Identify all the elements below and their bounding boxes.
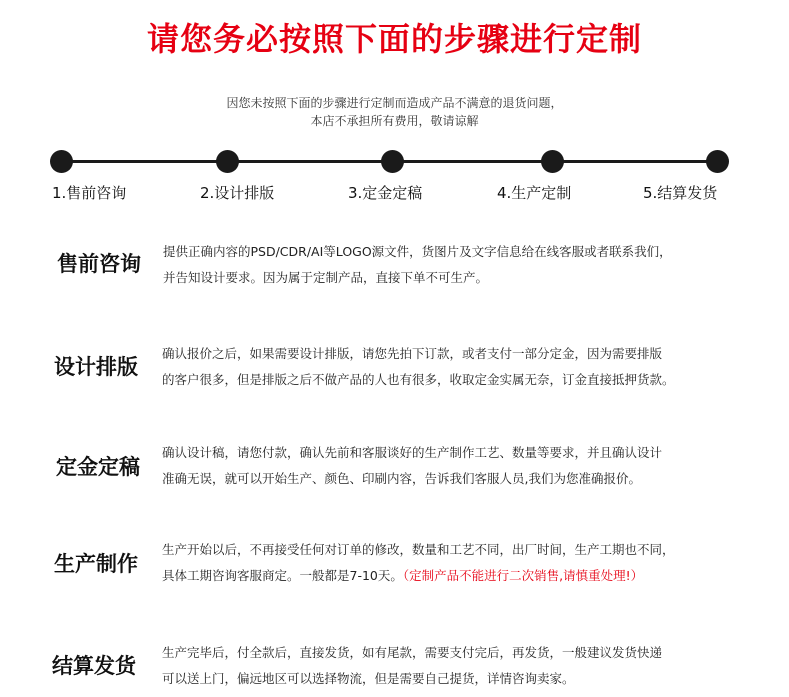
section-line-normal: 具体工期咨询客服商定。一般都是7-10天。 [162,568,403,583]
section-line: 准确无误，就可以开始生产、颜色、印刷内容，告诉我们客服人员,我们为您准确报价。 [162,471,641,486]
notice-line-2: 本店不承担所有费用，敬请谅解 [310,114,479,128]
step-label-4: 4.生产定制 [497,184,572,202]
section-text-settlement [162,640,662,692]
step-label-3: 3.定金定稿 [348,184,423,202]
section-title-settlement: 结算发货 [52,654,136,678]
timeline-dot-5 [706,150,729,173]
section-text-production [162,537,675,589]
section-line: 生产开始以后，不再接受任何对订单的修改，数量和工艺不同，出厂时间，生产工期也不同， [162,542,675,557]
section-title-deposit: 定金定稿 [56,455,140,479]
section-text-deposit [162,440,662,492]
timeline-dot-3 [381,150,404,173]
section-line [162,563,675,589]
section-title-presale: 售前咨询 [57,252,141,276]
section-line: 提供正确内容的PSD/CDR/AI等LOGO源文件，货图片及文字信息给在线客服或者联系我们， [163,244,672,259]
timeline-dot-2 [216,150,239,173]
section-text-design [162,341,675,393]
timeline-dot-4 [541,150,564,173]
page-title: 请您务必按照下面的步骤进行定制 [146,20,642,58]
step-label-1: 1.售前咨询 [52,184,127,202]
section-title-design: 设计排版 [54,355,138,379]
section-line: 的客户很多，但是排版之后不做产品的人也有很多，收取定金实属无奈，订金直接抵押货款。 [162,372,675,387]
section-line: 确认报价之后，如果需要设计排版，请您先拍下订款，或者支付一部分定金，因为需要排版 [162,346,663,361]
notice-line-1: 因您未按照下面的步骤进行定制而造成产品不满意的退货问题， [226,96,563,110]
section-line: 生产完毕后，付全款后，直接发货，如有尾款，需要支付完后，再发货，一般建议发货快递 [162,645,663,660]
notice-text [0,94,789,130]
section-text-presale [163,239,672,291]
warning-text: （定制产品不能进行二次销售,请慎重处理!） [402,568,644,583]
step-label-5: 5.结算发货 [643,184,718,202]
section-line: 可以送上门，偏远地区可以选择物流，但是需要自己提货，详情咨询卖家。 [162,671,575,686]
section-line: 并告知设计要求。因为属于定制产品，直接下单不可生产。 [163,270,489,285]
step-label-2: 2.设计排版 [200,184,275,202]
section-title-production: 生产制作 [54,552,138,576]
section-line: 确认设计稿，请您付款，确认先前和客服谈好的生产制作工艺、数量等要求，并且确认设计 [162,445,663,460]
timeline-dot-1 [50,150,73,173]
